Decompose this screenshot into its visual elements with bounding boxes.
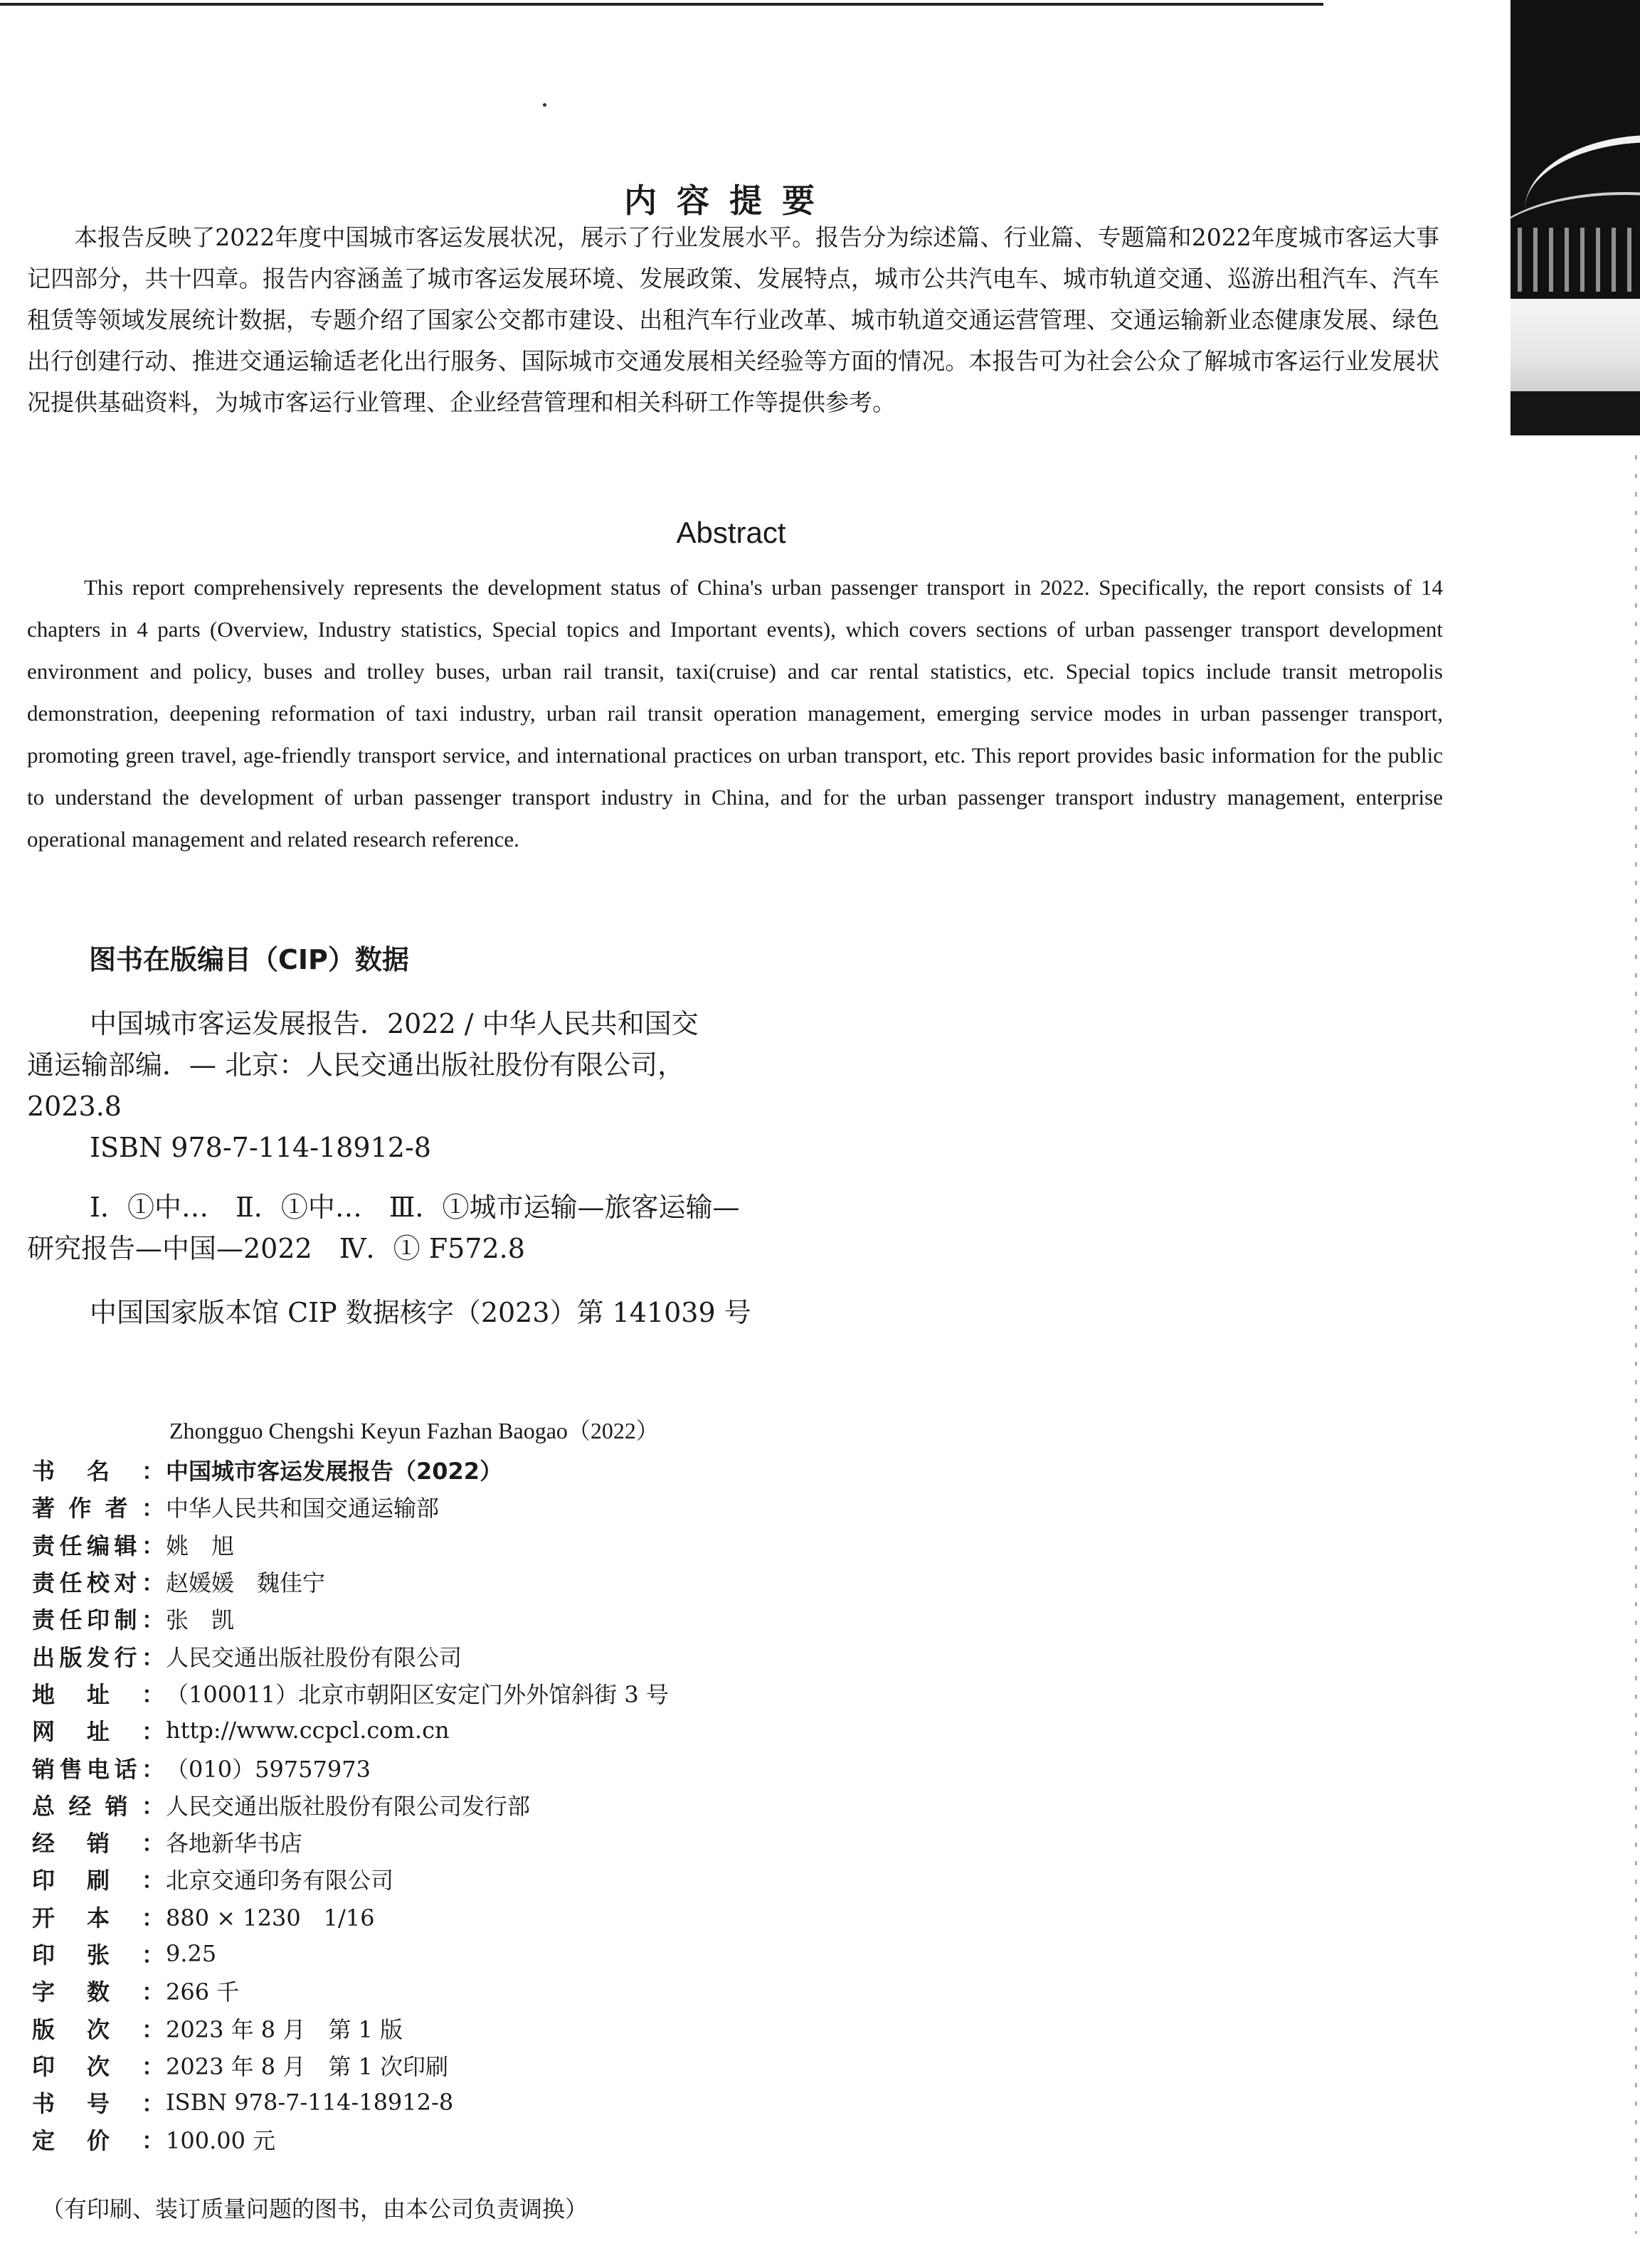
imprint-value: 880 × 1230 1/16 xyxy=(166,1904,375,1931)
imprint-label: 印 张 ： xyxy=(32,1941,164,1968)
imprint-label: 销 售 电 话 ： xyxy=(32,1755,164,1783)
imprint-value: （010）59757973 xyxy=(166,1755,371,1783)
cip-line: 中国城市客运发展报告．2022 / 中华人民共和国交 xyxy=(90,1008,699,1039)
imprint-row xyxy=(32,2084,957,2121)
imprint-value: 赵媛媛 魏佳宁 xyxy=(166,1569,326,1597)
imprint-value: 各地新华书店 xyxy=(166,1830,303,1858)
cover-photo-fragment xyxy=(1511,0,1640,435)
page-edge-marks xyxy=(1635,455,1637,2234)
imprint-value: 北京交通印务有限公司 xyxy=(166,1867,394,1895)
imprint-value: 张 凯 xyxy=(166,1606,235,1634)
imprint-row xyxy=(32,1488,957,1525)
imprint-value: 人民交通出版社股份有限公司 xyxy=(166,1643,462,1671)
imprint-label: 出 版 发 行 ： xyxy=(32,1643,164,1671)
quality-notice: （有印刷、装订质量问题的图书，由本公司负责调换） xyxy=(41,2195,588,2222)
imprint-label: 印 刷 ： xyxy=(32,1867,164,1895)
imprint-value: ISBN 978-7-114-18912-8 xyxy=(166,2089,454,2116)
imprint-label: 定 价 ： xyxy=(32,2127,164,2155)
imprint-label: 印 次 ： xyxy=(32,2052,164,2080)
imprint-label: 经 销 ： xyxy=(32,1830,164,1858)
cip-isbn: ISBN 978-7-114-18912-8 xyxy=(90,1132,431,1163)
cip-classification: 研究报告—中国—2022 Ⅳ．① F572.8 xyxy=(27,1233,525,1264)
scan-speck xyxy=(543,103,546,107)
abstract-body: This report comprehensively represents the development status of China's urban passenger transport in 2022. Specifically, the report consists of 14 chapters in 4 parts (Overview, Industry statistics, Special topics and Important events), which covers sections of urban passenger transport development environment and policy, buses and trolley buses, urban rail transit, taxi(cruise) and car rental statistics, etc. Special topics include transit metropolis demonstration, deepening reformation of taxi industry, urban rail transit operation management, emerging service modes in urban passenger transport, promoting green travel, age-friendly transport service, and international practices on urban transport, etc. This report provides basic information for the public to understand the development of urban passenger transport industry in China, and for the urban passenger transport industry management, enterprise operational management and related research reference. xyxy=(27,575,1443,852)
cip-line: 通运输部编．— 北京：人民交通出版社股份有限公司， xyxy=(27,1049,685,1081)
imprint-row xyxy=(32,1526,957,1563)
imprint-label: 书 号 ： xyxy=(32,2090,164,2118)
pinyin-title: Zhongguo Chengshi Keyun Fazhan Baogao（2022） xyxy=(169,1418,659,1443)
imprint-label: 地 址 ： xyxy=(32,1680,164,1708)
imprint-table xyxy=(32,1451,957,2158)
imprint-value: 2023 年 8 月 第 1 次印刷 xyxy=(166,2052,449,2080)
cip-heading: 图书在版编目（CIP）数据 xyxy=(89,944,409,975)
imprint-label: 版 次 ： xyxy=(32,2015,164,2043)
imprint-row xyxy=(32,1563,957,1600)
imprint-label: 责 任 校 对 ： xyxy=(32,1569,164,1597)
imprint-row xyxy=(32,1712,957,1749)
top-rule xyxy=(0,3,1323,6)
cip-verification: 中国国家版本馆 CIP 数据核字（2023）第 141039 号 xyxy=(90,1297,751,1328)
imprint-row xyxy=(32,1898,957,1935)
imprint-value: （100011）北京市朝阳区安定门外外馆斜街 3 号 xyxy=(166,1680,669,1708)
imprint-row xyxy=(32,1637,957,1674)
imprint-row xyxy=(32,1823,957,1860)
imprint-label: 字 数 ： xyxy=(32,1978,164,2006)
imprint-label: 责 任 印 制 ： xyxy=(32,1606,164,1634)
imprint-row xyxy=(32,2121,957,2158)
imprint-row xyxy=(32,1935,957,1972)
imprint-row xyxy=(32,1860,957,1897)
imprint-value: 人民交通出版社股份有限公司发行部 xyxy=(166,1792,531,1820)
imprint-value: 2023 年 8 月 第 1 版 xyxy=(166,2015,403,2043)
imprint-label: 网 址 ： xyxy=(32,1718,164,1746)
imprint-row xyxy=(32,2009,957,2046)
imprint-label: 著 作 者 ： xyxy=(32,1495,164,1522)
summary-title: 内容提要 xyxy=(624,181,835,220)
imprint-row xyxy=(32,2047,957,2084)
imprint-label: 书 名 ： xyxy=(32,1458,164,1485)
imprint-value: 中国城市客运发展报告（2022） xyxy=(166,1458,503,1485)
cip-line: 2023.8 xyxy=(27,1091,122,1122)
imprint-row xyxy=(32,1451,957,1488)
abstract-title: Abstract xyxy=(676,516,786,549)
imprint-row xyxy=(32,1675,957,1712)
imprint-value: 姚 旭 xyxy=(166,1532,235,1559)
imprint-value: 中华人民共和国交通运输部 xyxy=(166,1495,440,1522)
imprint-value: 9.25 xyxy=(166,1940,217,1967)
cip-block xyxy=(27,1003,810,1333)
imprint-label: 责 任 编 辑 ： xyxy=(32,1532,164,1559)
imprint-row xyxy=(32,1600,957,1637)
imprint-label: 总 经 销 ： xyxy=(32,1792,164,1820)
imprint-row xyxy=(32,1972,957,2009)
imprint-label: 开 本 ： xyxy=(32,1904,164,1931)
imprint-value: 266 千 xyxy=(166,1978,240,2006)
imprint-row xyxy=(32,1786,957,1823)
summary-body: 本报告反映了2022年度中国城市客运发展状况，展示了行业发展水平。报告分为综述篇、行业篇、专题篇和2022年度城市客运大事记四部分，共十四章。报告内容涵盖了城市客运发展环境、发展政策、发展特点，城市公共汽电车、城市轨道交通、巡游出租汽车、汽车租赁等领域发展统计数据，专题介绍了国家公交都市建设、出租汽车行业改革、城市轨道交通运营管理、交通运输新业态健康发展、绿色出行创建行动、推进交通运输适老化出行服务、国际城市交通发展相关经验等方面的情况。本报告可为社会公众了解城市客运行业发展状况提供基础资料，为城市客运行业管理、企业经营管理和相关科研工作等提供参考。 xyxy=(27,223,1439,416)
imprint-value: 100.00 元 xyxy=(166,2127,276,2155)
imprint-row xyxy=(32,1749,957,1786)
cip-classification: Ⅰ．①中… Ⅱ．①中… Ⅲ．①城市运输—旅客运输— xyxy=(90,1192,740,1223)
imprint-value: http://www.ccpcl.com.cn xyxy=(166,1717,450,1744)
